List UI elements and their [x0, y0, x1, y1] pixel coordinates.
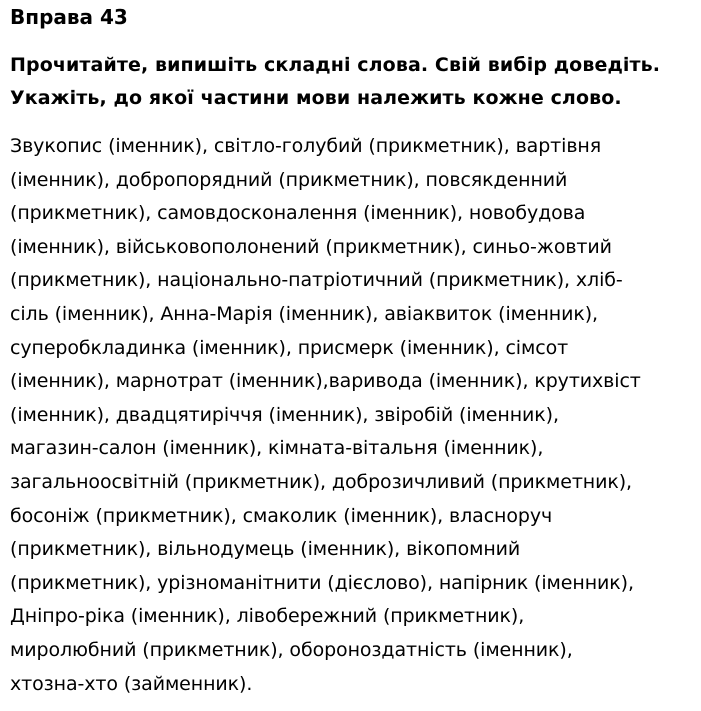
- answer-line: (іменник), добропорядний (прикметник), повсякденний: [10, 168, 568, 191]
- answer-line: босоніж (прикметник), смаколик (іменник), власноруч: [10, 504, 553, 527]
- answer-line: загальноосвітній (прикметник), доброзичливий (прикметник),: [10, 470, 632, 493]
- answer-line: (іменник), двадцятиріччя (іменник), звіробій (іменник),: [10, 403, 559, 426]
- answer-line: (прикметник), урізноманітнити (дієслово), напірник (іменник),: [10, 571, 634, 594]
- answer-line: Дніпро-ріка (іменник), лівобережний (прикметник),: [10, 605, 525, 628]
- answer-line: (прикметник), національно-патріотичний (прикметник), хліб-: [10, 269, 623, 292]
- exercise-answer: [10, 130, 694, 701]
- answer-line: сіль (іменник), Анна-Марія (іменник), авіаквиток (іменник),: [10, 302, 598, 325]
- exercise-task: [10, 49, 694, 115]
- answer-line: суперобкладинка (іменник), присмерк (іменник), сімсот: [10, 336, 569, 359]
- exercise-title: Вправа 43: [10, 5, 128, 29]
- answer-line: Звукопис (іменник), світло-голубий (прикметник), вартівня: [10, 135, 602, 157]
- answer-line: магазин-салон (іменник), кімната-вітальня (іменник),: [10, 437, 544, 460]
- answer-line: миролюбний (прикметник), обороноздатність (іменник),: [10, 638, 573, 661]
- answer-line: хтозна-хто (займенник).: [10, 672, 253, 695]
- task-line: Укажіть, до якої частини мови належить кожне слово.: [10, 87, 622, 109]
- answer-line: (іменник), військовополонений (прикметник), синьо-жовтий: [10, 235, 612, 258]
- answer-line: (прикметник), вільнодумець (іменник), вікопомний: [10, 538, 521, 561]
- answer-line: (іменник), марнотрат (іменник),варивода (іменник), крутихвіст: [10, 370, 641, 393]
- task-line: Прочитайте, випишіть складні слова. Свій вибір доведіть.: [10, 54, 661, 76]
- exercise-page: [10, 0, 694, 701]
- answer-line: (прикметник), самовдосконалення (іменник), новобудова: [10, 202, 586, 225]
